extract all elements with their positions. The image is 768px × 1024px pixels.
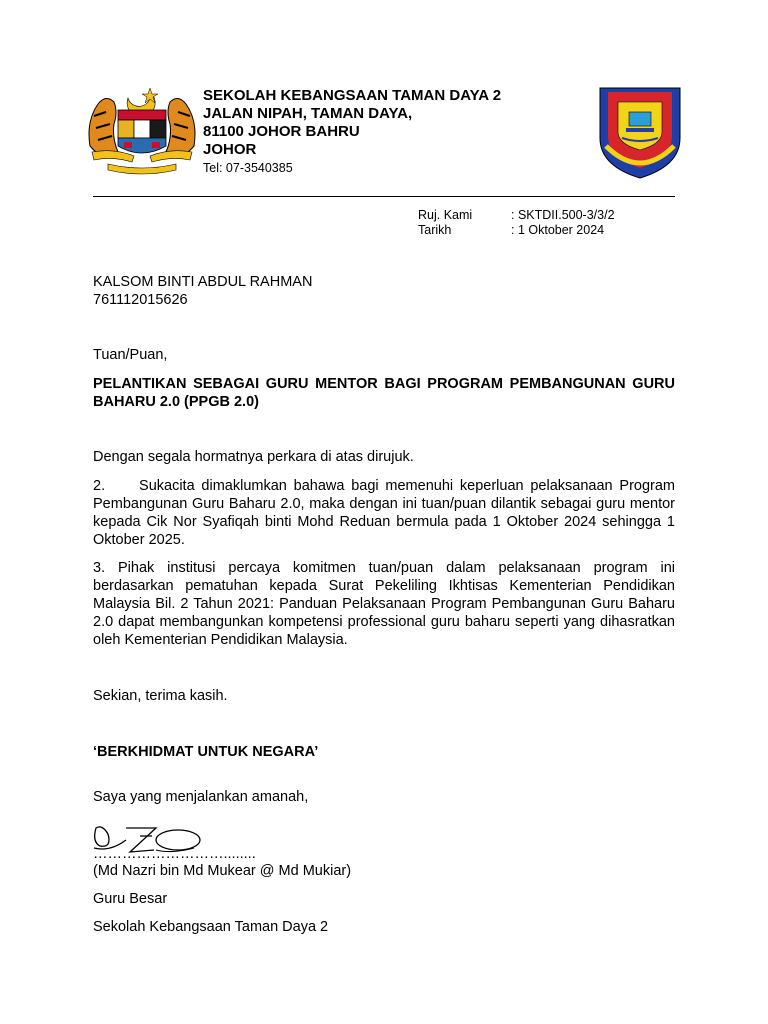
recipient-name: KALSOM BINTI ABDUL RAHMAN [93, 274, 313, 290]
tarikh-value: : 1 Oktober 2024 [511, 223, 605, 237]
reference-block [418, 208, 615, 238]
paragraph-1: Dengan segala hormatnya perkara di atas dirujuk. [93, 449, 414, 465]
header-divider [93, 196, 675, 197]
school-letterhead [203, 87, 501, 159]
ruj-label: Ruj. Kami [418, 208, 473, 222]
closing: Sekian, terima kasih. [93, 688, 228, 704]
telephone: Tel: 07-3540385 [203, 161, 293, 175]
letter-subject: PELANTIKAN SEBAGAI GURU MENTOR BAGI PROGRAM PEMBANGUNAN GURU BAHARU 2.0 (PPGB 2.0) [93, 376, 675, 410]
motto: ‘BERKHIDMAT UNTUK NEGARA’ [93, 744, 319, 760]
recipient-id: 761112015626 [93, 292, 188, 308]
signatory-title: Guru Besar [93, 891, 168, 907]
school-name: SEKOLAH KEBANGSAAN TAMAN DAYA 2 [203, 87, 502, 104]
signature-dotted-line: ………………………........ [93, 846, 256, 862]
trust-line: Saya yang menjalankan amanah, [93, 789, 309, 805]
paragraph-2: 2. Sukacita dimaklumkan bahawa bagi memenuhi keperluan pelaksanaan Program Pembangunan Guru Baharu 2.0, maka dengan ini tuan/puan dilantik sebagai guru mentor kepada Cik Nor Syafiqah binti Mohd Reduan bermula pada 1 Oktober 2024 sehingga 1 Oktober 2025. [93, 478, 675, 548]
address-line-3: JOHOR [203, 141, 257, 158]
salutation: Tuan/Puan, [93, 347, 168, 363]
tarikh-label: Tarikh [418, 223, 452, 237]
signatory-school: Sekolah Kebangsaan Taman Daya 2 [93, 919, 329, 935]
address-line-1: JALAN NIPAH, TAMAN DAYA, [203, 105, 413, 122]
ruj-value: : SKTDII.500-3/3/2 [511, 208, 615, 222]
recipient-block [93, 273, 312, 309]
coat-of-arms-icon [84, 86, 200, 176]
school-crest-icon [596, 82, 684, 180]
paragraph-3: 3. Pihak institusi percaya komitmen tuan/puan dalam pelaksanaan program ini berdasarkan pematuhan kepada Surat Pekeliling Ikhtisas Kementerian Pendidikan Malaysia Bil. 2 Tahun 2021: Panduan Pelaksanaan Program Pembangunan Guru Baharu 2.0 dapat membangunkan kompetensi professional guru baharu seperti yang dihasratkan oleh Kementerian Pendidikan Malaysia. [93, 560, 675, 648]
address-line-2: 81100 JOHOR BAHRU [203, 123, 360, 140]
signatory-name: (Md Nazri bin Md Mukear @ Md Mukiar) [93, 863, 352, 879]
